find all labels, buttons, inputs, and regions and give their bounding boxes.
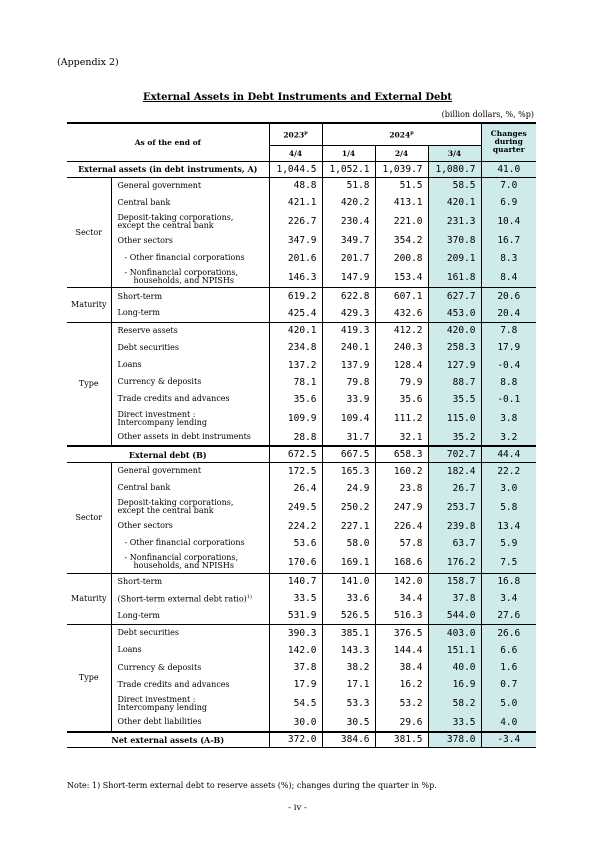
change-cell: 17.9 (481, 339, 536, 356)
net-row (67, 732, 536, 748)
value-cell: 376.5 (375, 625, 428, 642)
value-cell: 38.4 (375, 659, 428, 676)
value-cell: 58.2 (428, 693, 481, 714)
table-row (67, 339, 536, 356)
table-row (67, 462, 536, 479)
table-row (67, 305, 536, 322)
row-label: General government (111, 462, 269, 479)
value-cell: 160.2 (375, 462, 428, 479)
table-row (67, 479, 536, 496)
value-cell: 26.7 (428, 479, 481, 496)
change-cell: 6.6 (481, 642, 536, 659)
value-cell: 144.4 (375, 642, 428, 659)
value-cell: 88.7 (428, 374, 481, 391)
value-cell: 140.7 (269, 573, 322, 590)
value-cell: 151.1 (428, 642, 481, 659)
table-row (67, 250, 536, 267)
value-cell: 58.0 (322, 535, 375, 552)
row-label: Central bank (111, 479, 269, 496)
value-cell: 158.7 (428, 573, 481, 590)
row-label: Debt securities (111, 625, 269, 642)
value-cell: 231.3 (428, 211, 481, 232)
value-cell: 672.5 (269, 446, 322, 462)
value-cell: 48.8 (269, 177, 322, 194)
row-label: - Nonfinancial corporations, households, and NPISHs (111, 267, 269, 288)
row-label: Reserve assets (111, 322, 269, 339)
value-cell: 224.2 (269, 518, 322, 535)
change-cell: 3.0 (481, 479, 536, 496)
table-row (67, 288, 536, 305)
value-cell: 226.7 (269, 211, 322, 232)
table-row (67, 232, 536, 249)
table-row (67, 429, 536, 446)
value-cell: 239.8 (428, 518, 481, 535)
table-row (67, 642, 536, 659)
quarter-header: 3/4 (428, 145, 481, 161)
units-label: (billion dollars, %, %p) (441, 110, 534, 119)
row-label: Loans (111, 642, 269, 659)
value-cell: 370.8 (428, 232, 481, 249)
group-label: Sector (67, 462, 111, 573)
value-cell: 35.6 (269, 391, 322, 408)
change-cell: -0.1 (481, 391, 536, 408)
value-cell: 200.8 (375, 250, 428, 267)
value-cell: 531.9 (269, 607, 322, 624)
value-cell: 51.8 (322, 177, 375, 194)
change-cell: 16.7 (481, 232, 536, 249)
debt-total-row (67, 446, 536, 462)
row-label: Direct investment : Intercompany lending (111, 693, 269, 714)
value-cell: 258.3 (428, 339, 481, 356)
value-cell: 209.1 (428, 250, 481, 267)
row-label: Debt securities (111, 339, 269, 356)
value-cell: 658.3 (375, 446, 428, 462)
value-cell: 247.9 (375, 497, 428, 518)
value-cell: 1,052.1 (322, 161, 375, 177)
row-label: External assets (in debt instruments, A) (67, 161, 269, 177)
change-cell: 3.4 (481, 590, 536, 607)
quarter-header: 1/4 (322, 145, 375, 161)
change-cell: 5.0 (481, 693, 536, 714)
value-cell: 253.7 (428, 497, 481, 518)
change-cell: 3.8 (481, 408, 536, 429)
value-cell: 1,039.7 (375, 161, 428, 177)
value-cell: 37.8 (428, 590, 481, 607)
value-cell: 30.0 (269, 714, 322, 731)
value-cell: 420.1 (269, 322, 322, 339)
value-cell: 142.0 (375, 573, 428, 590)
row-label: Short-term (111, 288, 269, 305)
group-label: Type (67, 322, 111, 446)
value-cell: 425.4 (269, 305, 322, 322)
change-cell: 8.8 (481, 374, 536, 391)
value-cell: 429.3 (322, 305, 375, 322)
value-cell: 226.4 (375, 518, 428, 535)
table-row (67, 194, 536, 211)
value-cell: 109.9 (269, 408, 322, 429)
value-cell: 390.3 (269, 625, 322, 642)
value-cell: 58.5 (428, 177, 481, 194)
table-row (67, 676, 536, 693)
value-cell: 33.6 (322, 590, 375, 607)
title-text: External Assets in Debt Instruments and External Debt (142, 92, 453, 103)
value-cell: 30.5 (322, 714, 375, 731)
table-row (67, 590, 536, 607)
table-row (67, 497, 536, 518)
row-label: Trade credits and advances (111, 676, 269, 693)
table-row (67, 357, 536, 374)
value-cell: 544.0 (428, 607, 481, 624)
quarter-header: 4/4 (269, 145, 322, 161)
value-cell: 420.0 (428, 322, 481, 339)
appendix-label: (Appendix 2) (57, 57, 119, 68)
value-cell: 403.0 (428, 625, 481, 642)
value-cell: 35.5 (428, 391, 481, 408)
value-cell: 381.5 (375, 732, 428, 748)
value-cell: 1,044.5 (269, 161, 322, 177)
year-2024-header: 2024$^p$ (322, 123, 481, 145)
value-cell: 143.3 (322, 642, 375, 659)
row-label: Other assets in debt instruments (111, 429, 269, 446)
value-cell: 35.6 (375, 391, 428, 408)
value-cell: 1,080.7 (428, 161, 481, 177)
value-cell: 347.9 (269, 232, 322, 249)
value-cell: 161.8 (428, 267, 481, 288)
row-label: Deposit-taking corporations, except the central bank (111, 497, 269, 518)
change-cell: 27.6 (481, 607, 536, 624)
value-cell: 137.9 (322, 357, 375, 374)
table-row (67, 714, 536, 731)
table-row (67, 322, 536, 339)
value-cell: 182.4 (428, 462, 481, 479)
value-cell: 516.3 (375, 607, 428, 624)
value-cell: 53.6 (269, 535, 322, 552)
value-cell: 385.1 (322, 625, 375, 642)
value-cell: 153.4 (375, 267, 428, 288)
changes-header: Changes during quarter (481, 123, 536, 161)
row-label: Long-term (111, 607, 269, 624)
value-cell: 63.7 (428, 535, 481, 552)
change-cell: 7.0 (481, 177, 536, 194)
change-cell: 4.0 (481, 714, 536, 731)
value-cell: 16.9 (428, 676, 481, 693)
value-cell: 127.9 (428, 357, 481, 374)
value-cell: 79.8 (322, 374, 375, 391)
row-label: Trade credits and advances (111, 391, 269, 408)
table-row (67, 408, 536, 429)
value-cell: 146.3 (269, 267, 322, 288)
value-cell: 147.9 (322, 267, 375, 288)
value-cell: 384.6 (322, 732, 375, 748)
table-body (67, 161, 536, 748)
change-cell: 3.2 (481, 429, 536, 446)
change-cell: -3.4 (481, 732, 536, 748)
value-cell: 26.4 (269, 479, 322, 496)
value-cell: 53.3 (322, 693, 375, 714)
value-cell: 111.2 (375, 408, 428, 429)
value-cell: 35.2 (428, 429, 481, 446)
assets-total-row (67, 161, 536, 177)
value-cell: 230.4 (322, 211, 375, 232)
value-cell: 168.6 (375, 552, 428, 573)
row-label: Long-term (111, 305, 269, 322)
change-cell: 6.9 (481, 194, 536, 211)
group-label: Sector (67, 177, 111, 288)
value-cell: 176.2 (428, 552, 481, 573)
row-label: - Nonfinancial corporations, households, and NPISHs (111, 552, 269, 573)
value-cell: 33.5 (428, 714, 481, 731)
row-label: Central bank (111, 194, 269, 211)
value-cell: 526.5 (322, 607, 375, 624)
value-cell: 420.1 (428, 194, 481, 211)
row-label: External debt (B) (67, 446, 269, 462)
value-cell: 40.0 (428, 659, 481, 676)
value-cell: 54.5 (269, 693, 322, 714)
value-cell: 33.9 (322, 391, 375, 408)
change-cell: 1.6 (481, 659, 536, 676)
page-number: - iv - (288, 803, 307, 813)
value-cell: 419.3 (322, 322, 375, 339)
value-cell: 142.0 (269, 642, 322, 659)
change-cell: 0.7 (481, 676, 536, 693)
row-label: (Short-term external debt ratio)$^{1)}$ (111, 590, 269, 607)
change-cell: 16.8 (481, 573, 536, 590)
value-cell: 607.1 (375, 288, 428, 305)
row-label: Short-term (111, 573, 269, 590)
group-label: Type (67, 625, 111, 732)
value-cell: 240.3 (375, 339, 428, 356)
value-cell: 201.6 (269, 250, 322, 267)
table-row (67, 573, 536, 590)
value-cell: 28.8 (269, 429, 322, 446)
value-cell: 453.0 (428, 305, 481, 322)
value-cell: 34.4 (375, 590, 428, 607)
change-cell: 8.4 (481, 267, 536, 288)
value-cell: 33.5 (269, 590, 322, 607)
value-cell: 172.5 (269, 462, 322, 479)
table-row (67, 625, 536, 642)
value-cell: 37.8 (269, 659, 322, 676)
value-cell: 250.2 (322, 497, 375, 518)
value-cell: 128.4 (375, 357, 428, 374)
group-label: Maturity (67, 573, 111, 625)
table-row (67, 552, 536, 573)
value-cell: 421.1 (269, 194, 322, 211)
change-cell: 20.6 (481, 288, 536, 305)
table-row (67, 607, 536, 624)
group-label: Maturity (67, 288, 111, 322)
value-cell: 165.3 (322, 462, 375, 479)
value-cell: 201.7 (322, 250, 375, 267)
value-cell: 24.9 (322, 479, 375, 496)
row-label: - Other financial corporations (111, 535, 269, 552)
value-cell: 78.1 (269, 374, 322, 391)
change-cell: 26.6 (481, 625, 536, 642)
value-cell: 354.2 (375, 232, 428, 249)
value-cell: 413.1 (375, 194, 428, 211)
row-label: Currency & deposits (111, 374, 269, 391)
change-cell: 7.8 (481, 322, 536, 339)
value-cell: 53.2 (375, 693, 428, 714)
value-cell: 627.7 (428, 288, 481, 305)
value-cell: 227.1 (322, 518, 375, 535)
value-cell: 137.2 (269, 357, 322, 374)
change-cell: 10.4 (481, 211, 536, 232)
value-cell: 240.1 (322, 339, 375, 356)
change-cell: 41.0 (481, 161, 536, 177)
change-cell: 5.9 (481, 535, 536, 552)
change-cell: 5.8 (481, 497, 536, 518)
value-cell: 29.6 (375, 714, 428, 731)
quarter-header: 2/4 (375, 145, 428, 161)
value-cell: 249.5 (269, 497, 322, 518)
row-label: Direct investment : Intercompany lending (111, 408, 269, 429)
table-row (67, 374, 536, 391)
value-cell: 17.9 (269, 676, 322, 693)
page-title (0, 92, 595, 103)
change-cell: -0.4 (481, 357, 536, 374)
value-cell: 378.0 (428, 732, 481, 748)
change-cell: 44.4 (481, 446, 536, 462)
change-cell: 8.3 (481, 250, 536, 267)
change-cell: 22.2 (481, 462, 536, 479)
row-label: Loans (111, 357, 269, 374)
value-cell: 169.1 (322, 552, 375, 573)
value-cell: 23.8 (375, 479, 428, 496)
value-cell: 17.1 (322, 676, 375, 693)
table-row (67, 535, 536, 552)
change-cell: 20.4 (481, 305, 536, 322)
table-row (67, 518, 536, 535)
row-label: Other sectors (111, 518, 269, 535)
change-cell: 7.5 (481, 552, 536, 573)
debt-table (67, 122, 536, 748)
value-cell: 412.2 (375, 322, 428, 339)
value-cell: 57.8 (375, 535, 428, 552)
value-cell: 170.6 (269, 552, 322, 573)
table-row (67, 391, 536, 408)
value-cell: 141.0 (322, 573, 375, 590)
value-cell: 349.7 (322, 232, 375, 249)
value-cell: 16.2 (375, 676, 428, 693)
row-label: - Other financial corporations (111, 250, 269, 267)
value-cell: 31.7 (322, 429, 375, 446)
row-label: Net external assets (A-B) (67, 732, 269, 748)
table-row (67, 659, 536, 676)
value-cell: 221.0 (375, 211, 428, 232)
table-row (67, 267, 536, 288)
as-of-header: As of the end of (67, 123, 269, 161)
row-label: Other sectors (111, 232, 269, 249)
value-cell: 667.5 (322, 446, 375, 462)
value-cell: 432.6 (375, 305, 428, 322)
value-cell: 115.0 (428, 408, 481, 429)
value-cell: 702.7 (428, 446, 481, 462)
row-label: Currency & deposits (111, 659, 269, 676)
value-cell: 234.8 (269, 339, 322, 356)
table-row (67, 177, 536, 194)
value-cell: 32.1 (375, 429, 428, 446)
value-cell: 51.5 (375, 177, 428, 194)
value-cell: 109.4 (322, 408, 375, 429)
year-2023-header: 2023$^p$ (269, 123, 322, 145)
value-cell: 619.2 (269, 288, 322, 305)
table-row (67, 693, 536, 714)
value-cell: 372.0 (269, 732, 322, 748)
footnote: Note: 1) Short-term external debt to reserve assets (%); changes during the quarter in %p. (67, 781, 437, 790)
value-cell: 622.8 (322, 288, 375, 305)
value-cell: 420.2 (322, 194, 375, 211)
value-cell: 38.2 (322, 659, 375, 676)
row-label: General government (111, 177, 269, 194)
value-cell: 79.9 (375, 374, 428, 391)
row-label: Other debt liabilities (111, 714, 269, 731)
change-cell: 13.4 (481, 518, 536, 535)
row-label: Deposit-taking corporations, except the central bank (111, 211, 269, 232)
table-row (67, 211, 536, 232)
